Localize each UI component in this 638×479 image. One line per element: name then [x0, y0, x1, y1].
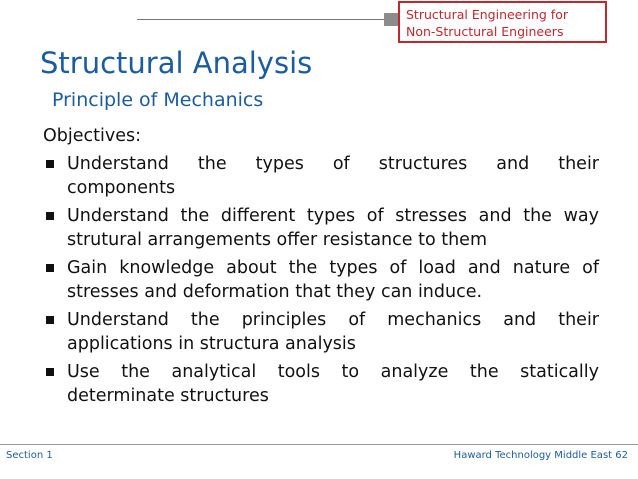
objective-text-line-1: Understand the types of structures and their [67, 154, 599, 174]
square-bullet-icon [46, 160, 54, 168]
course-title-line-1: Structural Engineering for [406, 7, 568, 22]
square-bullet-icon [46, 368, 54, 376]
header-rule [137, 19, 384, 20]
footer-credit [454, 450, 628, 461]
course-title-box [398, 1, 607, 43]
objectives-list [44, 152, 599, 412]
header-accent-block [384, 13, 398, 26]
page-number: 62 [615, 450, 628, 461]
slide-title: Structural Analysis [40, 46, 313, 80]
square-bullet-icon [46, 212, 54, 220]
objective-text-line-2: strutural arrangements offer resistance to them [67, 230, 487, 250]
objective-item [44, 360, 599, 408]
objective-item [44, 152, 599, 200]
course-title-line-2: Non-Structural Engineers [406, 24, 564, 39]
objective-text-line-2: stresses and deformation that they can induce. [67, 282, 483, 302]
objective-text-line-2: applications in structura analysis [67, 334, 356, 354]
square-bullet-icon [46, 316, 54, 324]
objective-item [44, 256, 599, 304]
footer-organization: Haward Technology Middle East [453, 450, 613, 461]
objective-item [44, 204, 599, 252]
square-bullet-icon [46, 264, 54, 272]
objective-text-line-1: Use the analytical tools to analyze the statically [67, 362, 599, 382]
footer-section-label: Section 1 [6, 450, 53, 461]
objective-text-line-1: Understand the principles of mechanics and their [67, 310, 599, 330]
footer-rule [0, 444, 638, 445]
objective-text-line-1: Understand the different types of stresses and the way [67, 206, 599, 226]
objective-text-line-2: determinate structures [67, 386, 269, 406]
slide-subtitle: Principle of Mechanics [52, 89, 264, 111]
objective-item [44, 308, 599, 356]
objectives-label: Objectives: [43, 126, 141, 146]
objective-text-line-2: components [67, 178, 176, 198]
objective-text-line-1: Gain knowledge about the types of load and nature of [67, 258, 599, 278]
